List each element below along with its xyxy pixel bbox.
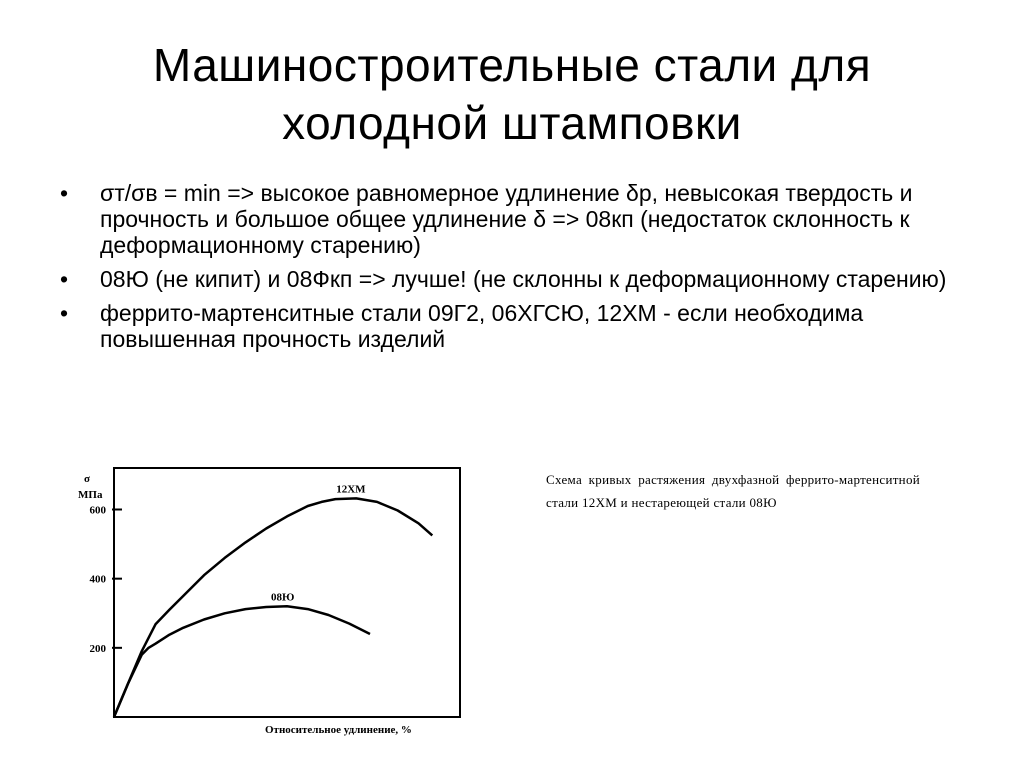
curves bbox=[114, 483, 432, 717]
y-tick-label: 200 bbox=[89, 642, 106, 655]
bullet-dot: • bbox=[60, 180, 69, 206]
bullet-dot: • bbox=[60, 300, 69, 326]
bullet-dot: • bbox=[60, 266, 69, 292]
bullet-item bbox=[60, 300, 960, 352]
title-line-1: Машиностроительные стали для bbox=[152, 39, 872, 91]
y-tick-label: 400 bbox=[89, 573, 106, 586]
curve-08yu bbox=[114, 606, 370, 717]
y-axis-unit: МПа bbox=[78, 489, 103, 501]
bullet-text: феррито-мартенситные стали 09Г2, 06ХГСЮ, 12ХМ - если необходима повышенная прочность изделий bbox=[100, 300, 864, 352]
y-ticks bbox=[90, 505, 123, 655]
slide-title bbox=[0, 36, 1024, 152]
title-line-2: холодной штамповки bbox=[282, 97, 742, 149]
series-label: 08Ю bbox=[271, 591, 295, 604]
chart-caption: Схема кривых растяжения двухфазной феррито-мартенситной стали 12ХМ и нестареющей стали 08Ю bbox=[546, 472, 920, 510]
series-label: 12ХМ bbox=[336, 483, 366, 496]
bullet-list bbox=[60, 180, 960, 360]
x-axis-label: Относительное удлинение, % bbox=[265, 724, 412, 736]
stress-strain-chart bbox=[70, 452, 470, 742]
y-axis-symbol: σ bbox=[84, 473, 90, 485]
y-tick-label: 600 bbox=[89, 504, 106, 517]
bullet-text: 08Ю (не кипит) и 08Фкп => лучше! (не склонны к деформационному старению) bbox=[100, 266, 947, 292]
bullet-item bbox=[60, 266, 960, 292]
bullet-text: σт/σв = min => высокое равномерное удлинение δр, невысокая твердость и прочность и большое общее удлинение δ => 08кп (недостаток склонность к деформационному старению) bbox=[100, 180, 913, 258]
bullet-item bbox=[60, 180, 960, 258]
